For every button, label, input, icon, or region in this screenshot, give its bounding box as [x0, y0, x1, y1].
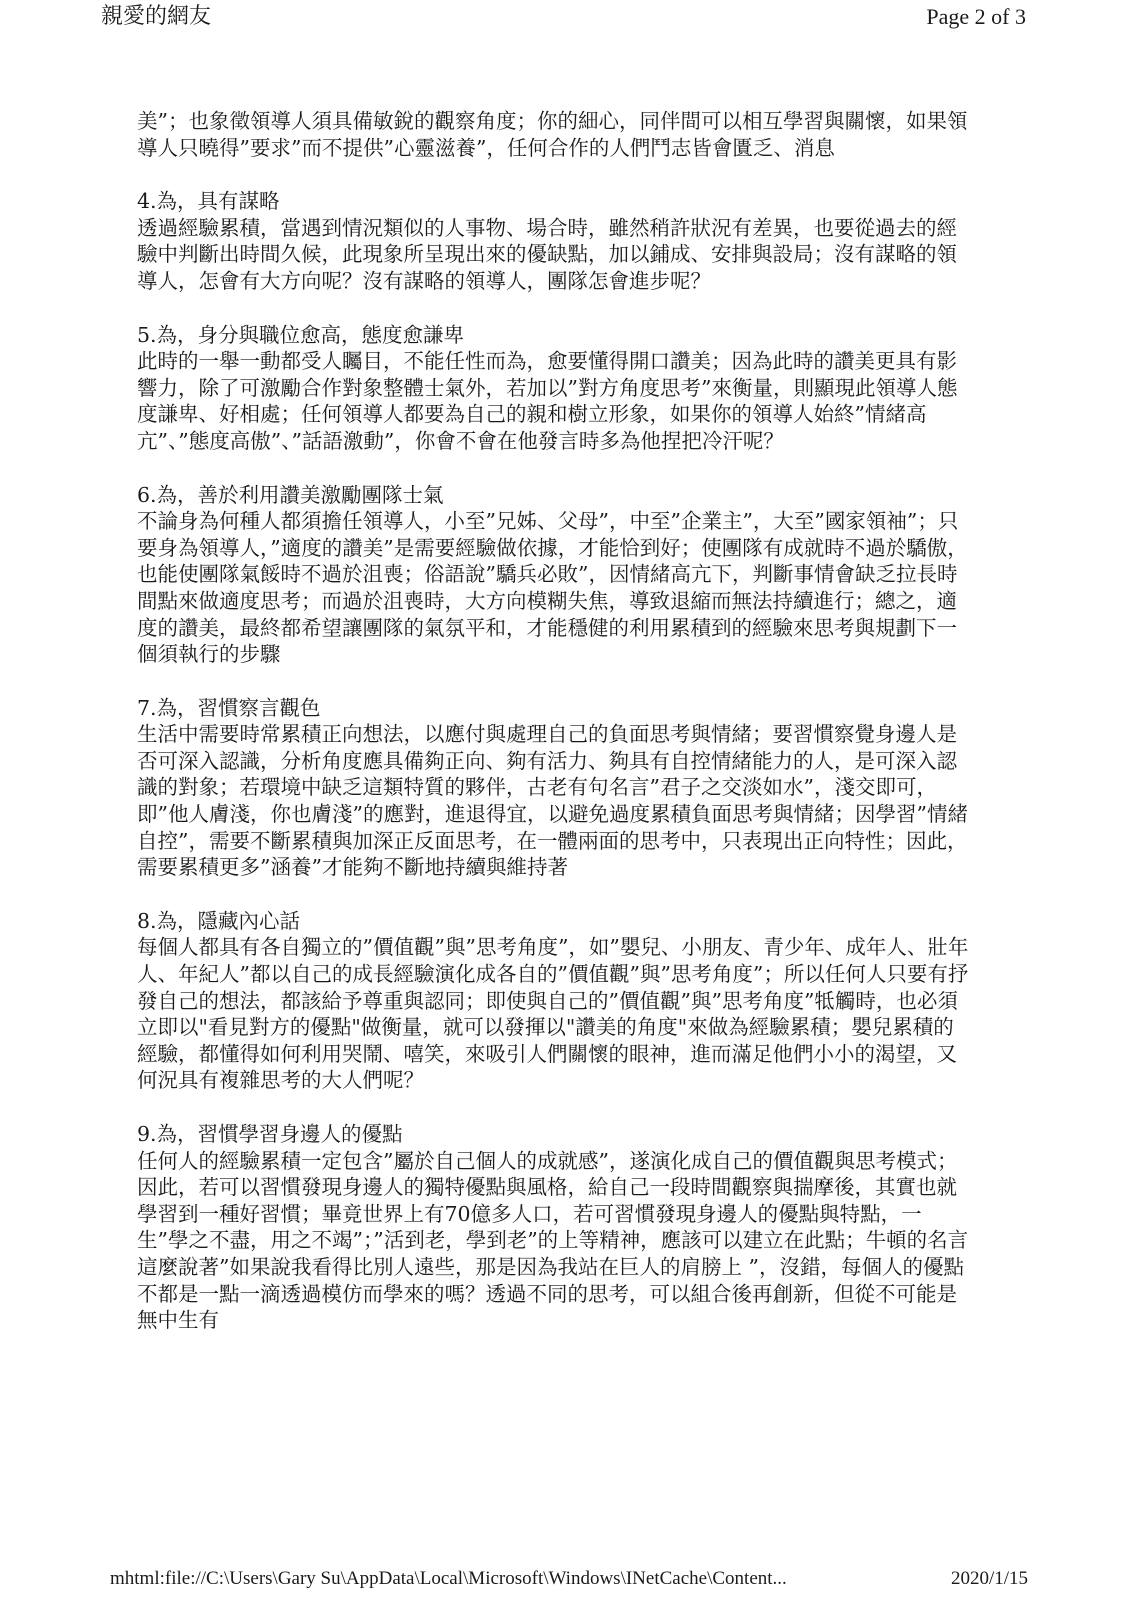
- section-heading: 9.為，習慣學習身邊人的優點: [137, 1122, 403, 1146]
- section-body: 任何人的經驗累積一定包含”屬於自己個人的成就感”，遂演化成自己的價值觀與思考模式；因此，若可以習慣發現身邊人的獨特優點與風格，給自己一段時間觀察與揣摩後，其實也就學習到一種好習慣；畢竟世界上有70億多人口，若可習慣發現身邊人的優點與特點，一生”學之不盡，用之不竭”；”活到老，學到老”的上等精神，應該可以建立在此點；牛頓的名言這麼說著”如果說我看得比別人遠些，那是因為我站在巨人的肩膀上 ”，沒錯，每個人的優點不都是一點一滴透過模仿而學來的嗎？透過不同的思考，可以組合後再創新，但從不可能是無中生有: [137, 1148, 969, 1333]
- section-body: 此時的一舉一動都受人矚目，不能任性而為，愈要懂得開口讚美；因為此時的讚美更具有影響力，除了可激勵合作對象整體士氣外，若加以”對方角度思考”來衡量，則顯現此領導人態度謙卑、好相處；任何領導人都要為自己的親和樹立形象，如果你的領導人始終”情緒高亢”、”態度高傲”、”話語激動”，你會不會在他發言時多為他捏把冷汗呢？: [137, 349, 958, 453]
- section-8: [137, 908, 969, 1094]
- section-7: [137, 695, 969, 881]
- section-5: [137, 322, 969, 455]
- section-6: [137, 482, 969, 668]
- page-header-title: 親愛的網友: [101, 4, 212, 29]
- footer-file-path: mhtml:file://C:\Users\Gary Su\AppData\Local\Microsoft\Windows\INetCache\Content...: [110, 1568, 787, 1589]
- section-heading: 7.為，習慣察言觀色: [137, 695, 321, 720]
- section-heading: 8.為，隱藏內心話: [137, 908, 301, 933]
- section-body: 不論身為何種人都須擔任領導人，小至”兄姊、父母”，中至”企業主”，大至”國家領袖”；只要身為領導人，”適度的讚美”是需要經驗做依據，才能恰到好；使團隊有成就時不過於驕傲，也能使團隊氣餒時不過於沮喪；俗語說”驕兵必敗”，因情緒高亢下，判斷事情會缺乏拉長時間點來做適度思考；而過於沮喪時，大方向模糊失焦，導致退縮而無法持續進行；總之，適度的讚美，最終都希望讓團隊的氣氛平和，才能穩健的利用累積到的經驗來思考與規劃下一個須執行的步驟: [137, 509, 968, 667]
- section-body: 每個人都具有各自獨立的”價值觀”與”思考角度”，如”嬰兒、小朋友、青少年、成年人、壯年人、年紀人”都以自己的成長經驗演化成各自的”價值觀”與”思考角度”；所以任何人只要有抒發自己的想法，都該給予尊重與認同；即使與自己的”價值觀”與”思考角度”牴觸時，也必須立即以"看見對方的優點"做衡量，就可以發揮以"讚美的角度"來做為經驗累積；嬰兒累積的經驗，都懂得如何利用哭鬧、嘻笑，來吸引人們關懷的眼神，進而滿足他們小小的渴望，又何況具有複雜思考的大人們呢？: [137, 935, 969, 1093]
- intro-paragraph: 美”；也象徵領導人須具備敏銳的觀察角度；你的細心，同伴間可以相互學習與關懷，如果領導人只曉得”要求”而不提供”心靈滋養”，任何合作的人們鬥志皆會匱乏、消息: [137, 109, 968, 160]
- section-heading: 6.為，善於利用讚美激勵團隊士氣: [137, 482, 444, 507]
- section-4: [137, 188, 969, 294]
- section-heading: 4.為，具有謀略: [137, 189, 280, 214]
- footer-date: 2020/1/15: [950, 1568, 1028, 1589]
- section-9: [137, 1121, 969, 1334]
- section-heading: 5.為，身分與職位愈高，態度愈謙卑: [137, 322, 465, 347]
- section-body: 生活中需要時常累積正向想法，以應付與處理自己的負面思考與情緒；要習慣察覺身邊人是否可深入認識，分析角度應具備夠正向、夠有活力、夠具有自控情緒能力的人，是可深入認識的對象；若環境中缺乏這類特質的夥伴，古老有句名言”君子之交淡如水”，淺交即可，即”他人膚淺，你也膚淺”的應對，進退得宜，以避免過度累積負面思考與情緒；因學習”情緒自控”，需要不斷累積與加深正反面思考，在一體兩面的思考中，只表現出正向特性；因此，需要累積更多”涵養”才能夠不斷地持續與維持著: [137, 722, 968, 880]
- section-body: 透過經驗累積，當遇到情況類似的人事物、場合時，雖然稍許狀況有差異，也要從過去的經驗中判斷出時間久候，此現象所呈現出來的優缺點，加以鋪成、安排與設局；沒有謀略的領導人，怎會有大方向呢？沒有謀略的領導人，團隊怎會進步呢？: [137, 215, 957, 293]
- page-number: Page 2 of 3: [926, 4, 1026, 29]
- document-body: [137, 108, 969, 1334]
